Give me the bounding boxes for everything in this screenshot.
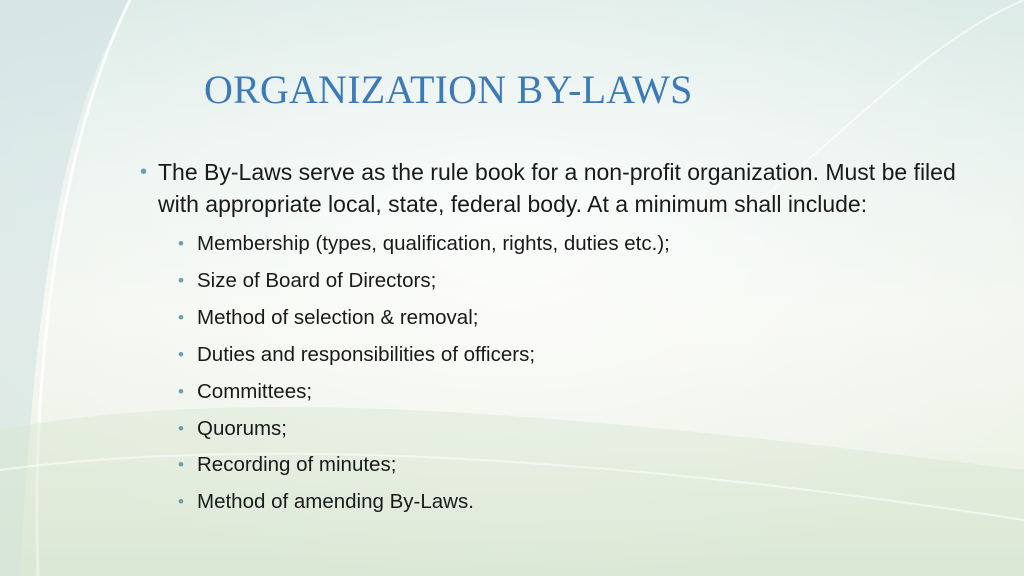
bullet-icon: • xyxy=(140,161,148,183)
bullet-icon: • xyxy=(178,455,184,475)
list-item-text: Membership (types, qualification, rights, duties etc.); xyxy=(197,232,670,255)
slide-title: ORGANIZATION BY-LAWS xyxy=(204,67,693,112)
slide-body xyxy=(138,156,968,521)
list-item xyxy=(178,337,968,374)
main-bullet-point xyxy=(138,156,968,220)
list-item xyxy=(178,447,968,484)
list-item-text: Size of Board of Directors; xyxy=(197,268,437,292)
bullet-icon: • xyxy=(178,344,184,364)
bullet-icon: • xyxy=(178,418,184,438)
main-bullet-text: The By-Laws serve as the rule book for a non-profit organization. Must be filed with appropriate local, state, federal body. At a minimum shall include: xyxy=(158,159,956,217)
list-item xyxy=(178,484,968,521)
list-item xyxy=(178,411,968,448)
list-item-text: Quorums; xyxy=(197,416,287,440)
bullet-icon: • xyxy=(178,307,184,327)
list-item-text: Method of selection & removal; xyxy=(197,305,479,329)
bullet-icon: • xyxy=(178,381,184,401)
sub-bullet-list xyxy=(138,226,968,521)
bullet-icon: • xyxy=(178,234,184,253)
list-item xyxy=(178,226,968,263)
list-item-text: Method of amending By-Laws. xyxy=(197,490,474,514)
list-item-text: Recording of minutes; xyxy=(197,453,397,477)
list-item xyxy=(178,263,968,300)
bullet-icon: • xyxy=(178,270,184,290)
list-item-text: Duties and responsibilities of officers; xyxy=(197,342,536,366)
list-item xyxy=(178,374,968,411)
bullet-icon: • xyxy=(178,492,184,512)
list-item xyxy=(178,300,968,337)
list-item-text: Committees; xyxy=(197,379,313,403)
